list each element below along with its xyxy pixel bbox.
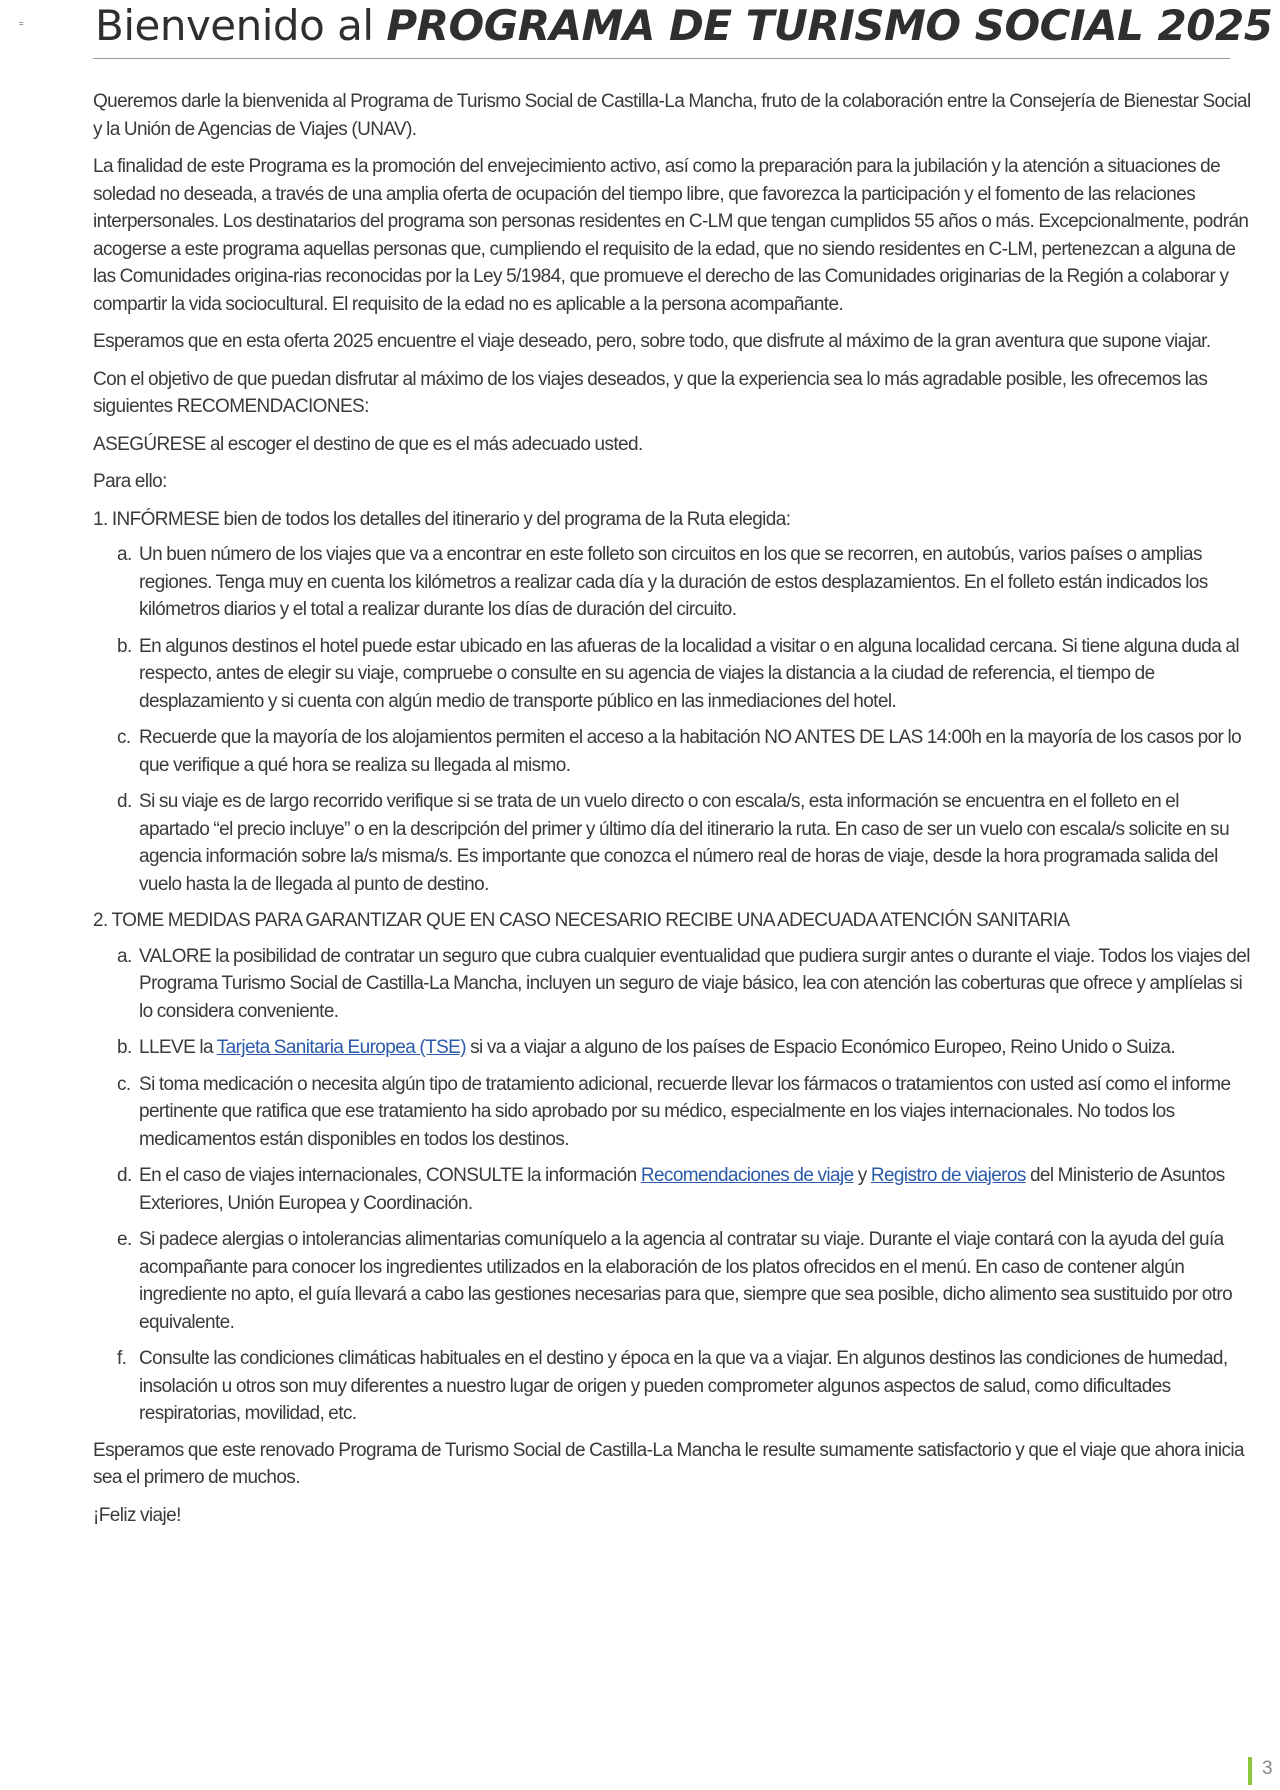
page-number: 3 (1262, 1758, 1273, 1779)
title-program: PROGRAMA DE (386, 1, 746, 50)
item-text: Si padece alergias o intolerancias alimentarias comuníquelo a la agencia al contratar su viaje. Durante el viaje contará con la ayuda del guía acompañante para conocer los ingredientes utilizados en la elaboración de los platos ofrecidos en el menú. En caso de contener algún ingrediente no apto, el guía llevará a cabo las gestiones necesarias para que, siempre que sea posible, dicho alimento sea sustituido por otro equivalente. (139, 1229, 1233, 1333)
item-marker: a. (117, 945, 132, 967)
list-item (93, 1162, 1253, 1217)
item-text: En el caso de viajes internacionales, CONSULTE la información (139, 1165, 641, 1186)
item-marker: a. (117, 544, 132, 565)
intro-paragraph: La finalidad de este Programa es la promoción del envejecimiento activo, así como la preparación para la jubilación y la atención a situaciones de soledad no deseada, a través de una amplia oferta de ocupación del tiempo libre, que favorezca la participación y el fomento de las relaciones interpersonales. Los destinatarios del programa son personas residentes en C-LM que tengan cumplidos 55 años o más. Excepcionalmente, podrán acogerse a este programa aquellas personas que, cumpliendo el requisito de la edad, que no siendo residentes en C-LM, pertenezcan a alguna de las Comunidades origina-rias reconocidas por la Ley 5/1984, que promueve el derecho de las Comunidades originarias de la Región a colaborar y compartir la vida sociocultural. El requisito de la edad no es aplicable a la persona acompañante. (93, 156, 1249, 315)
intro-paragraph: Con el objetivo de que puedan disfrutar al máximo de los viajes deseados, y que la experiencia sea lo más agradable posible, les ofrecemos las siguientes RECOMENDACIONES: (93, 368, 1208, 417)
section-heading: 2. TOME MEDIDAS PARA GARANTIZAR QUE EN CASO NECESARIO RECIBE UNA ADECUADA ATENCIÓN SANITARIA (93, 910, 1070, 931)
item-text: Si toma medicación o necesita algún tipo de tratamiento adicional, recuerde llevar los fármacos o tratamientos con usted así como el informe pertinente que ratifica que ese tratamiento ha sido aprobado por su médico, especialmente en los viajes internacionales. No todos los medicamentos están disponibles en todos los destinos. (139, 1073, 1231, 1150)
travel-recommendations-link[interactable]: Recomendaciones de viaje (640, 1165, 854, 1186)
item-marker: d. (117, 791, 132, 812)
intro-paragraph: ASEGÚRESE al escoger el destino de que es el más adecuado usted. (93, 433, 643, 455)
list-item (93, 541, 1253, 624)
list-item (93, 1345, 1253, 1428)
item-marker: e. (117, 1229, 132, 1250)
document-body (93, 88, 1253, 1539)
page-title (95, 0, 1272, 52)
closing-paragraph: ¡Feliz viaje! (93, 1504, 181, 1526)
recommendations-list (93, 506, 1253, 1428)
sub-list (93, 943, 1253, 1428)
sub-list (93, 541, 1253, 898)
item-text: del Ministerio de Asuntos Exteriores, Unión Europea y Coordinación. (139, 1165, 1225, 1214)
section-heading: 1. INFÓRMESE bien de todos los detalles del itinerario y del programa de la Ruta elegida: (93, 508, 791, 530)
list-item (93, 1034, 1253, 1062)
list-item (93, 724, 1253, 779)
item-text: Un buen número de los viajes que va a encontrar en este folleto son circuitos en los que se recorren, en autobús, varios países o amplias regiones. Tenga muy en cuenta los kilómetros a realizar cada día y la duración de estos desplazamientos. En el folleto están indicados los kilómetros diarios y el total a realizar durante los días de duración del circuito. (139, 544, 1208, 620)
title-welcome: Bienvenido al (95, 1, 387, 50)
list-item (93, 788, 1253, 898)
list-item (93, 1226, 1253, 1336)
traveler-registry-link[interactable]: Registro de viajeros (870, 1165, 1026, 1186)
section-inform (93, 506, 1253, 899)
item-text: Si su viaje es de largo recorrido verifique si se trata de un vuelo directo o con escala/s, esta información se encuentra en el folleto en el apartado “el precio incluye” o en la descripción del primer y último día del itinerario la ruta. En caso de ser un vuelo con escala/s solicite en su agencia información sobre la/s misma/s. Es importante que conozca el número real de horas de viaje, desde la hora programada salida del vuelo hasta la de llegada al punto de destino. (139, 791, 1230, 895)
item-text: VALORE la posibilidad de contratar un seguro que cubra cualquier eventualidad que pudiera surgir antes o durante el viaje. Todos los viajes del Programa Turismo Social de Castilla-La Mancha, incluyen un seguro de viaje básico, lea con atención las coberturas que ofrece y amplíelas si lo considera conveniente. (139, 945, 1250, 1022)
intro-paragraph: Queremos darle la bienvenida al Programa de Turismo Social de Castilla-La Mancha, fruto de la colaboración entre la Consejería de Bienestar Social y la Unión de Agencias de Viajes (UNAV). (93, 91, 1251, 140)
list-item (93, 943, 1253, 1026)
closing-paragraph: Esperamos que este renovado Programa de Turismo Social de Castilla-La Mancha le resulte sumamente satisfactorio y que el viaje que ahora inicia sea el primero de muchos. (93, 1439, 1244, 1488)
intro-paragraph: Esperamos que en esta oferta 2025 encuentre el viaje deseado, pero, sobre todo, que disfrute al máximo de la gran aventura que supone viajar. (93, 331, 1211, 352)
item-marker: b. (117, 635, 132, 657)
intro-paragraph: Para ello: (93, 471, 167, 492)
page-number-accent-bar (1248, 1757, 1252, 1785)
item-text: LLEVE la (139, 1037, 217, 1058)
item-marker: d. (117, 1165, 132, 1186)
item-text: Consulte las condiciones climáticas habituales en el destino y época en la que va a viajar. En algunos destinos las condiciones de humedad, insolación u otros son muy diferentes a nuestro lugar de origen y pueden comprometer algunos aspectos de salud, como dificultades respiratorias, movilidad, etc. (139, 1348, 1228, 1424)
item-marker: c. (117, 1073, 131, 1095)
item-text: si va a viajar a alguno de los países de Espacio Económico Europeo, Reino Unido o Suiza. (465, 1037, 1176, 1058)
item-text: y (853, 1165, 871, 1186)
section-health (93, 907, 1253, 1428)
title-divider (93, 58, 1230, 59)
tse-link[interactable]: Tarjeta Sanitaria Europea (TSE) (216, 1037, 466, 1058)
item-text: En algunos destinos el hotel puede estar ubicado en las afueras de la localidad a visitar o en alguna localidad cercana. Si tiene alguna duda al respecto, antes de elegir su viaje, compruebe o consulte en su agencia de viajes la distancia a la ciudad de referencia, el tiempo de desplazamiento y si cuenta con algún medio de transporte público en las inmediaciones del hotel. (139, 635, 1239, 712)
list-item (93, 1071, 1253, 1154)
corner-mark: = (19, 19, 24, 28)
item-text: Recuerde que la mayoría de los alojamientos permiten el acceso a la habitación NO ANTES DE LAS 14:00h en la mayoría de los casos por lo que verifique a qué hora se realiza su llegada al mismo. (139, 727, 1242, 776)
item-marker: c. (117, 727, 131, 748)
list-item (93, 633, 1253, 716)
item-marker: b. (117, 1037, 132, 1058)
title-social-tourism: TURISMO SOCIAL 2025 (745, 1, 1273, 50)
item-marker: f. (117, 1348, 127, 1369)
